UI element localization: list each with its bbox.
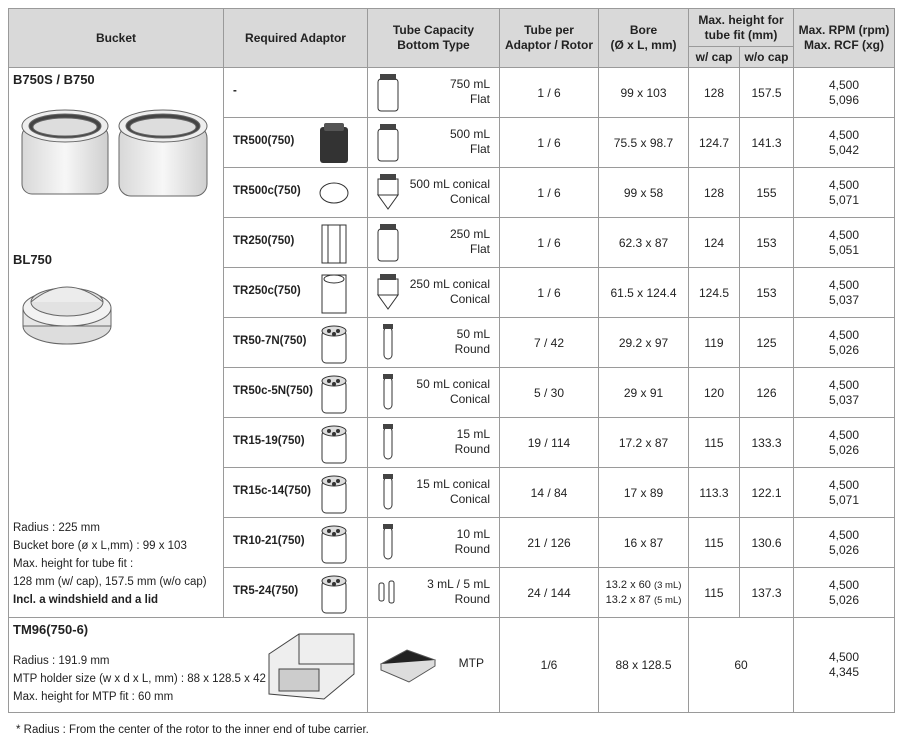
wo-cap-cell: 155 <box>740 168 794 218</box>
wo-cap-cell: 157.5 <box>740 68 794 118</box>
w-cap-cell: 128 <box>689 68 740 118</box>
w-cap-cell: 120 <box>689 368 740 418</box>
wo-cap-cell: 153 <box>740 268 794 318</box>
bore-cell: 29.2 x 97 <box>599 318 689 368</box>
adaptor-name: TR5-24(750) <box>233 584 299 597</box>
adaptor-cell <box>224 568 368 618</box>
header-w-cap: w/ cap <box>689 47 740 68</box>
rpm-cell: 4,500 5,037 <box>794 268 895 318</box>
bucket-name-bl750: BL750 <box>13 252 53 267</box>
header-bucket: Bucket <box>9 9 224 68</box>
mtp-label: MTP <box>458 656 484 670</box>
w-cap-cell: 115 <box>689 518 740 568</box>
tube-per-cell: 1 / 6 <box>500 268 599 318</box>
capacity-cell: 50 mL Round <box>368 318 500 368</box>
adaptor-image <box>318 523 350 565</box>
wo-cap-cell: 125 <box>740 318 794 368</box>
tube-image <box>375 173 403 215</box>
rotor-spec-table <box>8 8 895 713</box>
rpm-cell: 4,500 5,026 <box>794 318 895 368</box>
adaptor-cell <box>224 418 368 468</box>
capacity-cell: 15 mL conical Conical <box>368 468 500 518</box>
adaptor-image <box>318 223 350 265</box>
wo-cap-cell: 130.6 <box>740 518 794 568</box>
wo-cap-cell: 153 <box>740 218 794 268</box>
adaptor-name: TR10-21(750) <box>233 534 305 547</box>
table-body <box>9 68 895 713</box>
tm96-per-cell: 1/6 <box>500 618 599 713</box>
rotor-spec-table-wrapper <box>8 8 894 736</box>
tube-image <box>375 573 403 615</box>
adaptor-image <box>318 323 350 365</box>
table-row-tm96 <box>9 618 895 713</box>
rpm-cell: 4,500 5,026 <box>794 568 895 618</box>
adaptor-cell <box>224 368 368 418</box>
tube-per-cell: 21 / 126 <box>500 518 599 568</box>
header-tube-per: Tube per Adaptor / Rotor <box>500 9 599 68</box>
w-cap-cell: 119 <box>689 318 740 368</box>
wo-cap-cell: 141.3 <box>740 118 794 168</box>
adaptor-image <box>318 373 350 415</box>
tube-per-cell: 19 / 114 <box>500 418 599 468</box>
capacity-cell: 250 mL conical Conical <box>368 268 500 318</box>
capacity-cell: 10 mL Round <box>368 518 500 568</box>
header-adaptor: Required Adaptor <box>224 9 368 68</box>
capacity-cell: 15 mL Round <box>368 418 500 468</box>
adaptor-cell <box>224 168 368 218</box>
rpm-cell: 4,500 5,071 <box>794 168 895 218</box>
wo-cap-cell: 122.1 <box>740 468 794 518</box>
capacity-cell: 500 mL conical Conical <box>368 168 500 218</box>
capacity-cell: 750 mL Flat <box>368 68 500 118</box>
rpm-cell: 4,500 5,037 <box>794 368 895 418</box>
tube-image <box>375 473 403 515</box>
tube-image <box>375 223 403 265</box>
header-capacity: Tube Capacity Bottom Type <box>368 9 500 68</box>
tube-image <box>375 123 403 165</box>
header-max-height: Max. height for tube fit (mm) <box>689 9 794 47</box>
adaptor-cell <box>224 268 368 318</box>
adaptor-cell <box>224 68 368 118</box>
bore-cell: 17.2 x 87 <box>599 418 689 468</box>
adaptor-image <box>318 423 350 465</box>
header-rpm: Max. RPM (rpm) Max. RCF (xg) <box>794 9 895 68</box>
footnote: * Radius : From the center of the rotor to the inner end of tube carrier. <box>16 724 369 736</box>
adaptor-image <box>318 573 350 615</box>
tube-per-cell: 1 / 6 <box>500 168 599 218</box>
tube-image <box>375 273 403 315</box>
tube-per-cell: 24 / 144 <box>500 568 599 618</box>
wo-cap-cell: 126 <box>740 368 794 418</box>
rpm-cell: 4,500 5,096 <box>794 68 895 118</box>
adaptor-name: TR15c-14(750) <box>233 484 311 497</box>
bore-cell: 62.3 x 87 <box>599 218 689 268</box>
tm96-height-cell: 60 <box>689 618 794 713</box>
w-cap-cell: 115 <box>689 418 740 468</box>
adaptor-name: TR50c-5N(750) <box>233 384 313 397</box>
rpm-cell: 4,500 5,026 <box>794 418 895 468</box>
bucket-bl750-image <box>19 274 119 354</box>
adaptor-cell <box>224 518 368 568</box>
w-cap-cell: 124.5 <box>689 268 740 318</box>
tube-per-cell: 1 / 6 <box>500 68 599 118</box>
tm96-capacity-cell <box>368 618 500 713</box>
adaptor-image <box>318 273 350 315</box>
tube-per-cell: 14 / 84 <box>500 468 599 518</box>
tube-per-cell: 1 / 6 <box>500 118 599 168</box>
capacity-cell: 50 mL conical Conical <box>368 368 500 418</box>
bore-cell: 99 x 103 <box>599 68 689 118</box>
bore-cell: 29 x 91 <box>599 368 689 418</box>
tm96-name: TM96(750-6) <box>13 622 89 637</box>
adaptor-image <box>318 123 350 165</box>
tm96-bore-cell: 88 x 128.5 <box>599 618 689 713</box>
adaptor-cell <box>224 318 368 368</box>
bucket-group-cell <box>9 68 224 618</box>
tube-per-cell: 1 / 6 <box>500 218 599 268</box>
table-row <box>9 68 895 118</box>
tm96-info: Radius : 191.9 mm MTP holder size (w x d x L, mm) : 88 x 128.5 x 42 Max. height for MTP fit : 60 mm <box>13 655 266 703</box>
w-cap-cell: 124.7 <box>689 118 740 168</box>
w-cap-cell: 128 <box>689 168 740 218</box>
adaptor-image <box>318 173 350 215</box>
tube-per-cell: 5 / 30 <box>500 368 599 418</box>
adaptor-name: TR500c(750) <box>233 184 301 197</box>
bore-cell: 17 x 89 <box>599 468 689 518</box>
adaptor-name: TR15-19(750) <box>233 434 305 447</box>
w-cap-cell: 113.3 <box>689 468 740 518</box>
adaptor-name: - <box>233 84 237 97</box>
adaptor-cell <box>224 218 368 268</box>
rpm-cell: 4,500 5,051 <box>794 218 895 268</box>
mtp-holder-image <box>259 624 364 706</box>
wo-cap-cell: 133.3 <box>740 418 794 468</box>
header-wo-cap: w/o cap <box>740 47 794 68</box>
bore-cell: 75.5 x 98.7 <box>599 118 689 168</box>
adaptor-image <box>318 473 350 515</box>
bore-cell: 99 x 58 <box>599 168 689 218</box>
bucket-info: Radius : 225 mm Bucket bore (ø x L,mm) : 99 x 103 Max. height for tube fit : 128 mm (w/ cap), 157.5 mm (w/o cap) Incl. a windshield and a lid <box>13 522 207 606</box>
adaptor-cell <box>224 468 368 518</box>
rpm-cell: 4,500 5,042 <box>794 118 895 168</box>
adaptor-name: TR500(750) <box>233 134 295 147</box>
tube-image <box>375 373 403 415</box>
wo-cap-cell: 137.3 <box>740 568 794 618</box>
bucket-b750-image <box>19 96 209 206</box>
w-cap-cell: 124 <box>689 218 740 268</box>
adaptor-cell <box>224 118 368 168</box>
tube-image <box>375 423 403 465</box>
capacity-cell: 250 mL Flat <box>368 218 500 268</box>
bucket-name-b750: B750S / B750 <box>13 72 95 87</box>
rpm-cell: 4,500 5,071 <box>794 468 895 518</box>
tm96-rpm-cell: 4,500 4,345 <box>794 618 895 713</box>
capacity-cell: 500 mL Flat <box>368 118 500 168</box>
capacity-cell: 3 mL / 5 mL Round <box>368 568 500 618</box>
bore-cell: 61.5 x 124.4 <box>599 268 689 318</box>
tube-image <box>375 73 403 115</box>
adaptor-name: TR250c(750) <box>233 284 301 297</box>
tube-per-cell: 7 / 42 <box>500 318 599 368</box>
bore-cell: 16 x 87 <box>599 518 689 568</box>
mtp-plate-image <box>377 644 439 684</box>
tube-image <box>375 323 403 365</box>
adaptor-name: TR250(750) <box>233 234 295 247</box>
rpm-cell: 4,500 5,026 <box>794 518 895 568</box>
bore-cell: 13.2 x 60 (3 mL) 13.2 x 87 (5 mL) <box>599 568 689 618</box>
tube-image <box>375 523 403 565</box>
header-bore: Bore (Ø x L, mm) <box>599 9 689 68</box>
tm96-cell <box>9 618 368 713</box>
w-cap-cell: 115 <box>689 568 740 618</box>
adaptor-name: TR50-7N(750) <box>233 334 307 347</box>
